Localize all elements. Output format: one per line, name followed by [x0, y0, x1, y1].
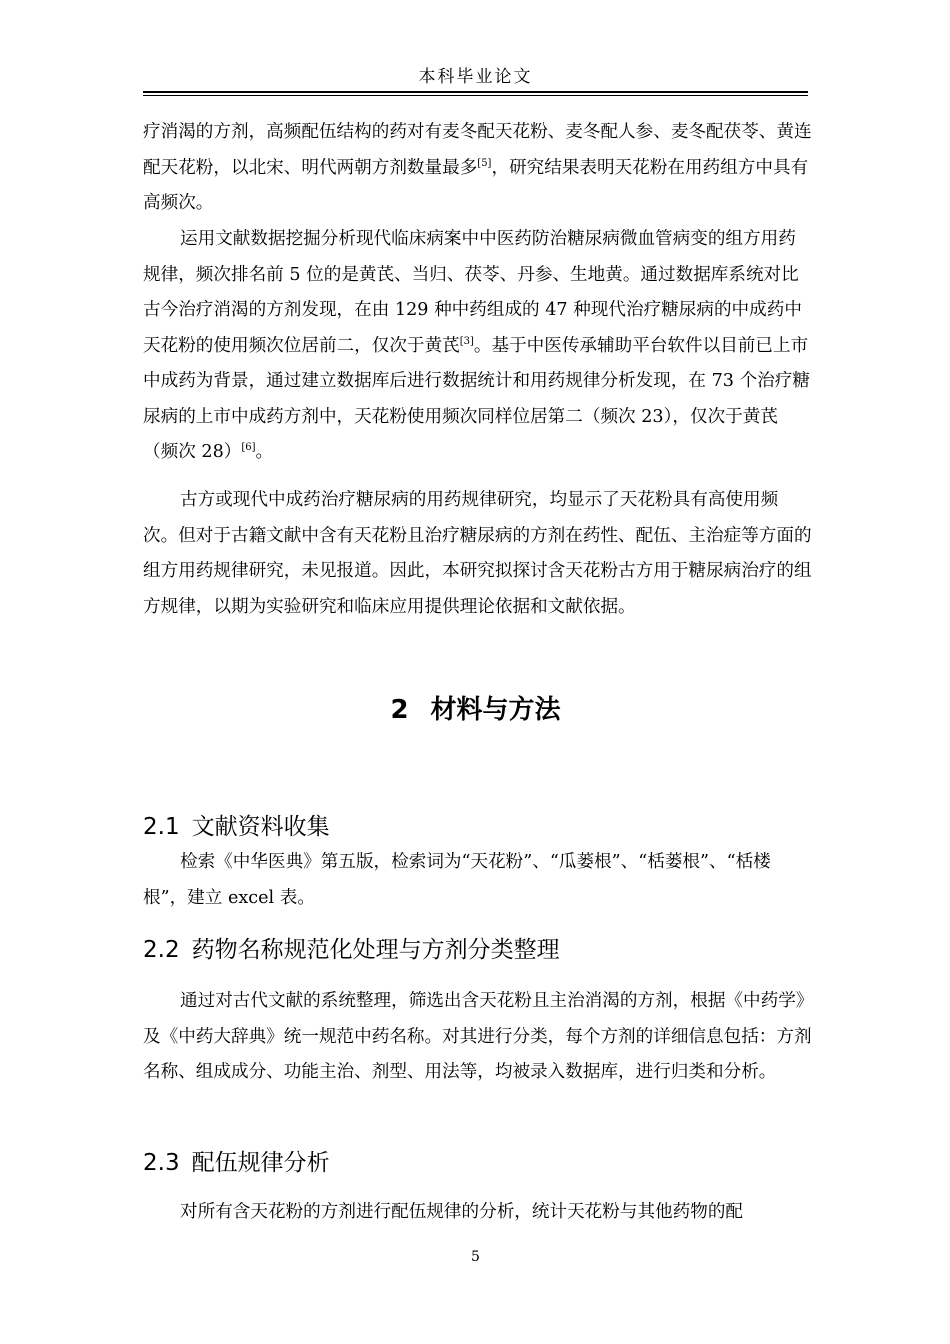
citation: [3] [459, 335, 474, 347]
section-heading-2-2 [143, 935, 808, 965]
citation: [6] [241, 442, 256, 454]
paragraph-text: 运用文献数据挖掘分析现代临床病案中中医药防治糖尿病微血管病变的组方用药规律，频次排名前 5 位的是黄芪、当归、茯苓、丹参、生地黄。通过数据库系统对比古今治疗消渴的方剂发现，在由 129 种中药组成的 47 种现代治疗糖尿病的中成药中天花粉的使用频次位居前二，仅次于黄芪 [143, 229, 802, 356]
section-heading-2-3 [143, 1148, 808, 1178]
paragraph-text-end: 。 [255, 442, 274, 462]
chapter-title: 材料与方法 [430, 695, 561, 725]
section-number: 2.3 [143, 1150, 180, 1176]
paragraph-5: 通过对古代文献的系统整理，筛选出含天花粉且主治消渴的方剂，根据《中药学》及《中药大辞典》统一规范中药名称。对其进行分类，每个方剂的详细信息包括：方剂名称、组成成分、功能主治、剂型、用法等，均被录入数据库，进行归类和分析。 [143, 991, 812, 1082]
page-number: 5 [471, 1249, 480, 1265]
header-rule [143, 91, 808, 93]
chapter-number: 2 [390, 695, 409, 725]
paragraph-3: 古方或现代中成药治疗糖尿病的用药规律研究，均显示了天花粉具有高使用频次。但对于古籍文献中含有天花粉且治疗糖尿病的方剂在药性、配伍、主治症等方面的组方用药规律研究，未见报道。因此，本研究拟探讨含天花粉古方用于糖尿病治疗的组方规律，以期为实验研究和临床应用提供理论依据和文献依据。 [143, 490, 812, 617]
section-title: 药物名称规范化处理与方剂分类整理 [191, 937, 560, 963]
section-number: 2.1 [143, 814, 180, 840]
paragraph-6: 对所有含天花粉的方剂进行配伍规律的分析，统计天花粉与其他药物的配 [180, 1202, 744, 1222]
paragraph-text-tail: 。基于中医传承辅助平台软件以目前已上市中成药为背景，通过建立数据库后进行数据统计和用药规律分析发现，在 73 个治疗糖尿病的上市中成药方剂中，天花粉使用频次同样位居第二（频次 23），仅次于黄芪（频次 28） [143, 335, 810, 462]
citation: [5] [477, 157, 492, 169]
paragraph-2 [143, 222, 813, 471]
section-number: 2.2 [143, 937, 180, 963]
paragraph-4: 检索《中华医典》第五版，检索词为“天花粉”、“瓜蒌根”、“栝蒌根”、“栝楼根”，建立 excel 表。 [143, 852, 771, 908]
chapter-heading [143, 692, 808, 728]
section-title: 文献资料收集 [191, 814, 330, 840]
paragraph-text: 疗消渴的方剂，高频配伍结构的药对有麦冬配天花粉、麦冬配人参、麦冬配茯苓、黄连配天花粉，以北宋、明代两朝方剂数量最多 [143, 122, 812, 178]
header-rule-thin [143, 95, 808, 96]
section-heading-2-1 [143, 812, 808, 842]
paragraph-1 [143, 115, 813, 222]
section-title: 配伍规律分析 [191, 1150, 330, 1176]
paragraph-text-tail: ，研究结果表明天花粉在用药组方中具有高频次。 [143, 157, 809, 213]
running-header: 本科毕业论文 [418, 67, 533, 87]
